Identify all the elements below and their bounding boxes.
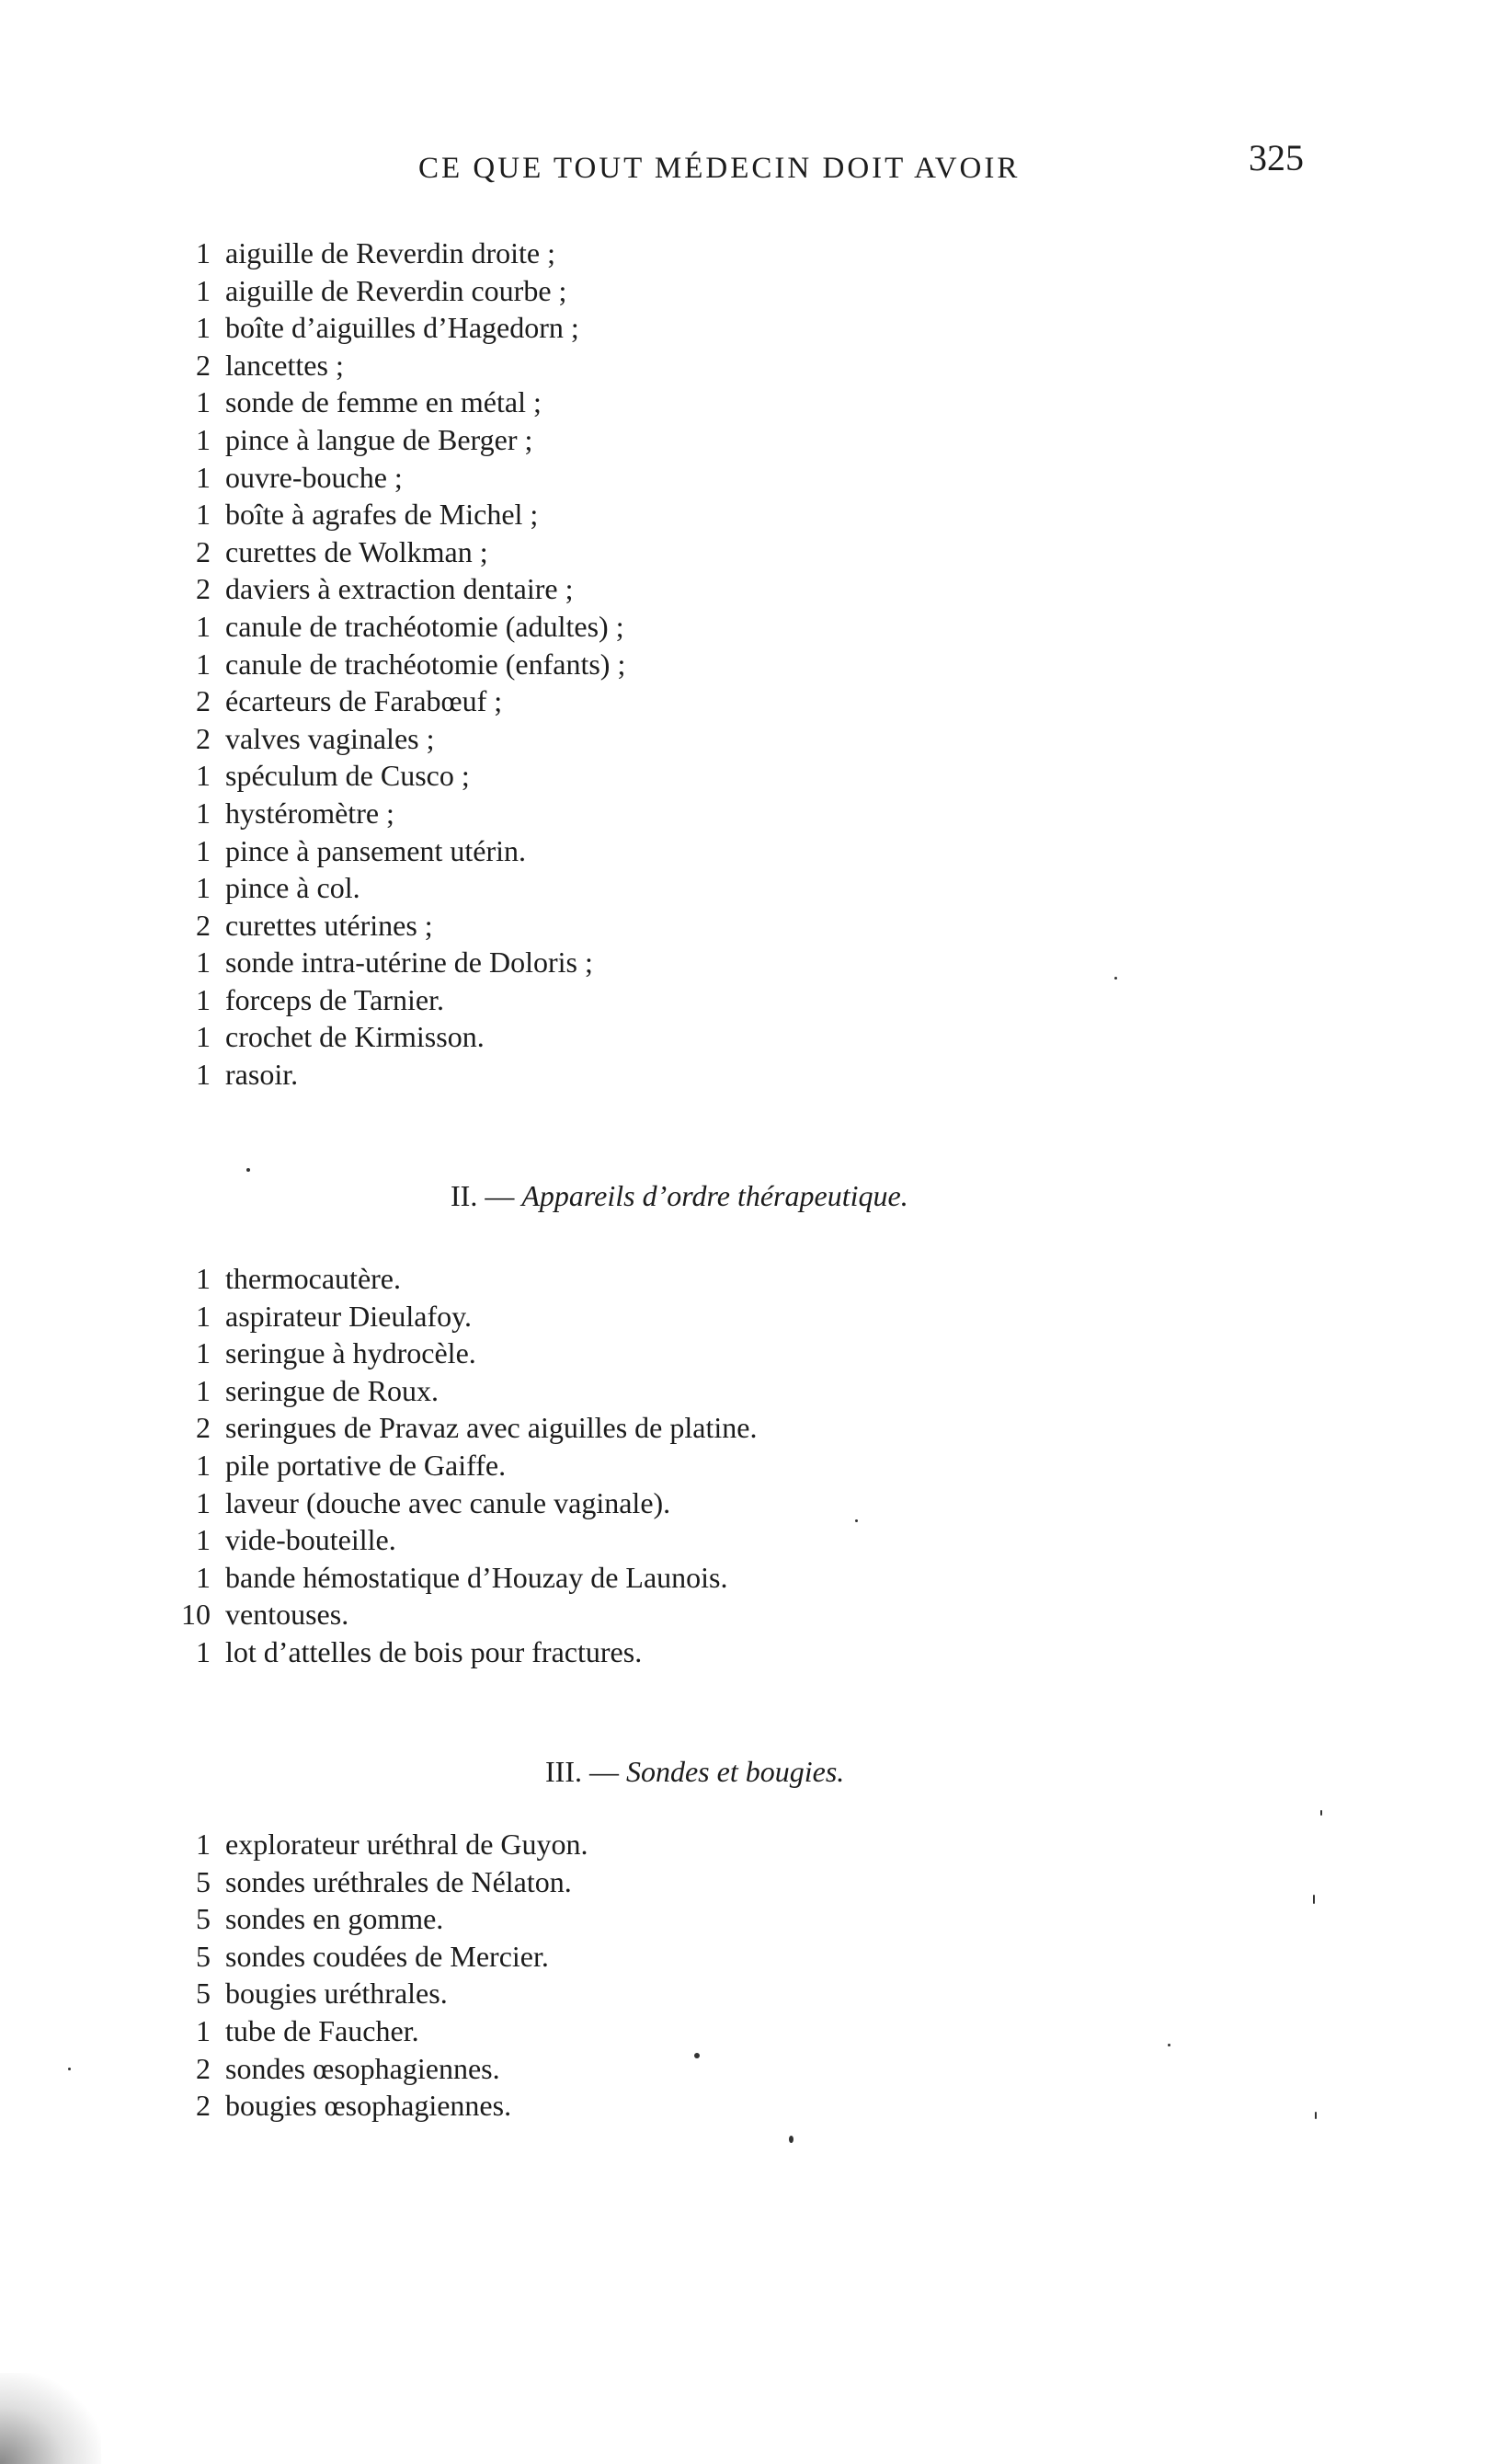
list-item bbox=[0, 1938, 1507, 1976]
list-item bbox=[0, 1559, 1507, 1597]
item-text: écarteurs de Farabœuf ; bbox=[225, 684, 503, 718]
item-quantity: 2 bbox=[196, 572, 211, 606]
item-text: sondes uréthrales de Nélaton. bbox=[225, 1864, 572, 1898]
instrument-list-3 bbox=[0, 1826, 1507, 2125]
list-item bbox=[0, 1863, 1507, 1901]
list-item bbox=[0, 1409, 1507, 1447]
list-item bbox=[0, 907, 1507, 945]
scan-speck bbox=[855, 1519, 858, 1522]
list-item bbox=[0, 1484, 1507, 1522]
item-text: aiguille de Reverdin droite ; bbox=[225, 236, 555, 269]
scan-smudge bbox=[0, 2373, 101, 2464]
item-quantity: 2 bbox=[196, 684, 211, 718]
list-item bbox=[0, 1521, 1507, 1559]
scan-speck bbox=[1320, 1810, 1322, 1816]
list-item bbox=[0, 533, 1507, 571]
list-item bbox=[0, 1633, 1507, 1671]
item-text: seringue de Roux. bbox=[225, 1373, 439, 1407]
item-text: aspirateur Dieulafoy. bbox=[225, 1299, 473, 1333]
item-text: canule de trachéotomie (adultes) ; bbox=[225, 609, 624, 643]
item-text: spéculum de Cusco ; bbox=[225, 759, 470, 793]
item-text: sonde de femme en métal ; bbox=[225, 385, 542, 419]
item-text: laveur (douche avec canule vaginale). bbox=[225, 1485, 671, 1519]
item-text: ouvre-bouche ; bbox=[225, 460, 403, 494]
item-quantity: 1 bbox=[196, 311, 211, 345]
item-text: bande hémostatique d’Houzay de Launois. bbox=[225, 1560, 728, 1594]
item-quantity: 1 bbox=[196, 2013, 211, 2047]
item-text: pince à col. bbox=[225, 871, 360, 905]
item-text: forceps de Tarnier. bbox=[225, 982, 444, 1016]
item-quantity: 5 bbox=[196, 1902, 211, 1936]
item-quantity: 1 bbox=[196, 1336, 211, 1370]
scan-speck bbox=[789, 2136, 793, 2143]
running-title: CE QUE TOUT MÉDECIN DOIT AVOIR bbox=[418, 152, 1021, 185]
section-numeral: II. — bbox=[451, 1179, 515, 1212]
item-text: aiguille de Reverdin courbe ; bbox=[225, 273, 567, 307]
item-quantity: 1 bbox=[196, 1634, 211, 1668]
item-quantity: 2 bbox=[196, 534, 211, 568]
section-numeral: III. — bbox=[545, 1755, 619, 1788]
section-heading-3 bbox=[545, 1755, 844, 1789]
list-item bbox=[0, 1826, 1507, 1863]
list-item bbox=[0, 1900, 1507, 1938]
item-quantity: 1 bbox=[196, 385, 211, 419]
item-text: sondes en gomme. bbox=[225, 1902, 444, 1936]
item-text: seringue à hydrocèle. bbox=[225, 1336, 476, 1370]
list-item bbox=[0, 832, 1507, 870]
item-text: boîte d’aiguilles d’Hagedorn ; bbox=[225, 311, 579, 345]
item-quantity: 1 bbox=[196, 236, 211, 269]
item-quantity: 1 bbox=[196, 1485, 211, 1519]
list-item bbox=[0, 944, 1507, 981]
item-text: curettes utérines ; bbox=[225, 908, 433, 942]
list-item bbox=[0, 1447, 1507, 1484]
item-quantity: 1 bbox=[196, 422, 211, 456]
list-item bbox=[0, 1298, 1507, 1335]
item-text: crochet de Kirmisson. bbox=[225, 1020, 485, 1054]
item-quantity: 1 bbox=[196, 1058, 211, 1092]
scan-speck bbox=[1168, 2044, 1170, 2046]
list-item bbox=[0, 347, 1507, 384]
item-quantity: 1 bbox=[196, 871, 211, 905]
list-item bbox=[0, 2050, 1507, 2088]
item-text: valves vaginales ; bbox=[225, 721, 435, 755]
item-text: bougies œsophagiennes. bbox=[225, 2089, 512, 2123]
item-text: canule de trachéotomie (enfants) ; bbox=[225, 647, 626, 681]
item-text: seringues de Pravaz avec aiguilles de platine. bbox=[225, 1411, 758, 1445]
list-item bbox=[0, 309, 1507, 347]
item-text: thermocautère. bbox=[225, 1262, 401, 1295]
item-quantity: 1 bbox=[196, 273, 211, 307]
item-quantity: 5 bbox=[196, 1977, 211, 2011]
item-text: vide-bouteille. bbox=[225, 1523, 396, 1557]
section-title: Sondes et bougies. bbox=[625, 1755, 845, 1788]
item-quantity: 2 bbox=[196, 908, 211, 942]
list-item bbox=[0, 1260, 1507, 1298]
item-text: bougies uréthrales. bbox=[225, 1977, 448, 2011]
item-quantity: 1 bbox=[196, 796, 211, 830]
item-quantity: 1 bbox=[196, 1020, 211, 1054]
item-quantity: 2 bbox=[196, 2051, 211, 2085]
item-text: sondes œsophagiennes. bbox=[225, 2051, 500, 2085]
instrument-list-2 bbox=[0, 1260, 1507, 1671]
item-quantity: 2 bbox=[196, 721, 211, 755]
list-item bbox=[0, 1596, 1507, 1633]
list-item bbox=[0, 757, 1507, 795]
item-text: tube de Faucher. bbox=[225, 2013, 419, 2047]
item-text: hystéromètre ; bbox=[225, 796, 394, 830]
list-item bbox=[0, 1335, 1507, 1372]
list-item bbox=[0, 2087, 1507, 2125]
item-quantity: 1 bbox=[196, 609, 211, 643]
item-text: rasoir. bbox=[225, 1058, 299, 1092]
item-text: lot d’attelles de bois pour fractures. bbox=[225, 1634, 643, 1668]
scan-speck bbox=[1114, 977, 1117, 980]
item-text: curettes de Wolkman ; bbox=[225, 534, 488, 568]
item-text: boîte à agrafes de Michel ; bbox=[225, 498, 539, 532]
section-heading-2 bbox=[451, 1179, 908, 1213]
item-text: pince à pansement utérin. bbox=[225, 833, 526, 867]
list-item bbox=[0, 421, 1507, 459]
instrument-list-1 bbox=[0, 235, 1507, 1094]
item-quantity: 1 bbox=[196, 945, 211, 980]
item-quantity: 5 bbox=[196, 1939, 211, 1973]
page-number: 325 bbox=[1249, 137, 1304, 178]
section-title: Appareils d’ordre thérapeutique. bbox=[521, 1179, 908, 1212]
scan-speck bbox=[68, 2068, 71, 2070]
list-item bbox=[0, 646, 1507, 683]
list-item bbox=[0, 720, 1507, 758]
item-text: explorateur uréthral de Guyon. bbox=[225, 1828, 588, 1861]
list-item bbox=[0, 2012, 1507, 2050]
item-text: pile portative de Gaiffe. bbox=[225, 1448, 507, 1482]
item-quantity: 1 bbox=[196, 1299, 211, 1333]
list-item bbox=[0, 1056, 1507, 1094]
item-quantity: 1 bbox=[196, 1262, 211, 1295]
scan-speck bbox=[1315, 2112, 1317, 2119]
list-item bbox=[0, 235, 1507, 272]
item-quantity: 2 bbox=[196, 2089, 211, 2123]
item-quantity: 1 bbox=[196, 1828, 211, 1861]
item-quantity: 1 bbox=[196, 833, 211, 867]
item-quantity: 2 bbox=[196, 1411, 211, 1445]
item-quantity: 1 bbox=[196, 1373, 211, 1407]
item-text: ventouses. bbox=[225, 1598, 349, 1632]
item-text: lancettes ; bbox=[225, 348, 344, 382]
item-text: sonde intra-utérine de Doloris ; bbox=[225, 945, 593, 980]
list-item bbox=[0, 459, 1507, 497]
item-quantity: 1 bbox=[196, 460, 211, 494]
item-text: sondes coudées de Mercier. bbox=[225, 1939, 549, 1973]
item-quantity: 1 bbox=[196, 1448, 211, 1482]
list-item bbox=[0, 795, 1507, 832]
item-quantity: 1 bbox=[196, 498, 211, 532]
list-item bbox=[0, 272, 1507, 310]
scan-speck bbox=[1313, 1895, 1315, 1904]
item-quantity: 1 bbox=[196, 1523, 211, 1557]
list-item bbox=[0, 869, 1507, 907]
list-item bbox=[0, 496, 1507, 533]
list-item bbox=[0, 570, 1507, 608]
scan-speck bbox=[694, 2053, 700, 2058]
item-quantity: 1 bbox=[196, 647, 211, 681]
list-item bbox=[0, 1372, 1507, 1410]
list-item bbox=[0, 1975, 1507, 2012]
item-quantity: 2 bbox=[196, 348, 211, 382]
item-quantity: 10 bbox=[181, 1598, 211, 1632]
list-item bbox=[0, 1018, 1507, 1056]
list-item bbox=[0, 682, 1507, 720]
item-quantity: 1 bbox=[196, 1560, 211, 1594]
list-item bbox=[0, 608, 1507, 646]
item-quantity: 1 bbox=[196, 759, 211, 793]
list-item bbox=[0, 981, 1507, 1019]
item-quantity: 5 bbox=[196, 1864, 211, 1898]
item-quantity: 1 bbox=[196, 982, 211, 1016]
item-text: daviers à extraction dentaire ; bbox=[225, 572, 574, 606]
list-item bbox=[0, 384, 1507, 421]
item-text: pince à langue de Berger ; bbox=[225, 422, 533, 456]
scan-speck bbox=[246, 1168, 250, 1172]
